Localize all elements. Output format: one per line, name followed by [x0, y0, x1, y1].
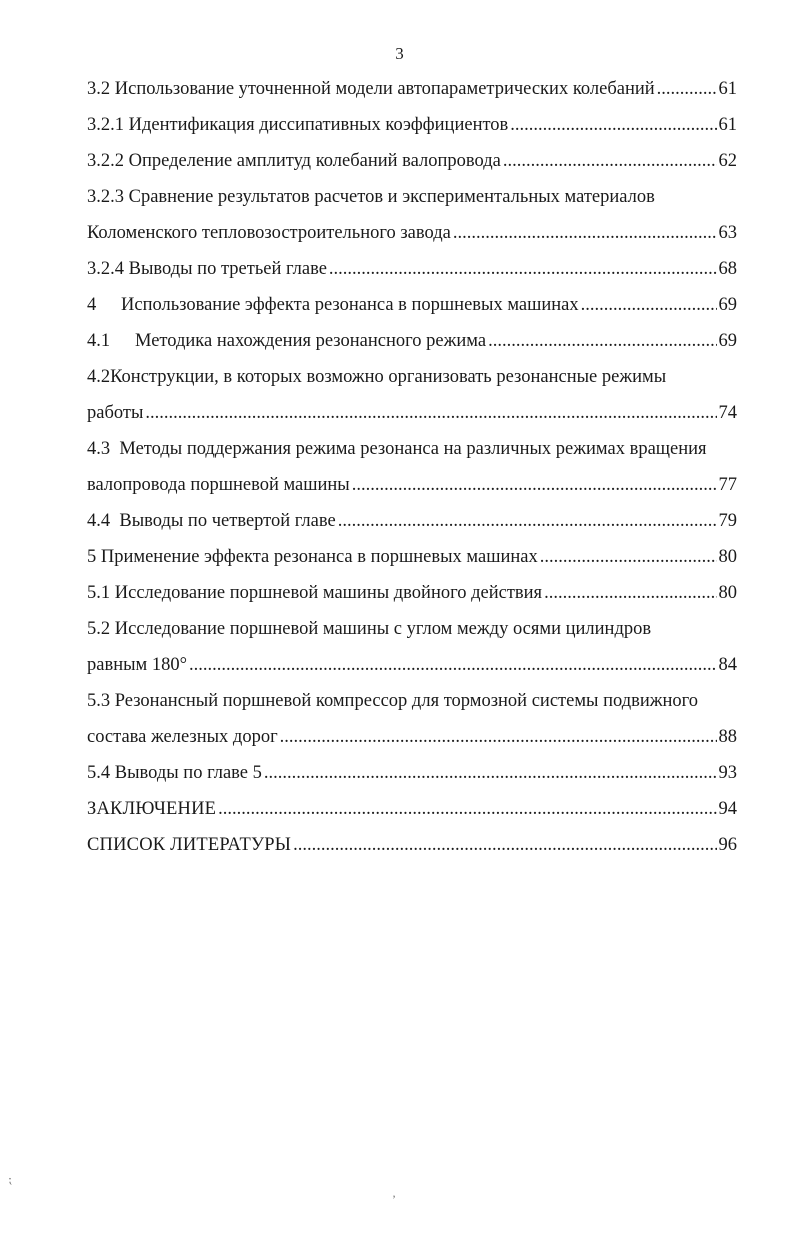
toc-entry [87, 684, 737, 754]
toc-entry-title: Выводы по третьей главе [128, 259, 327, 279]
toc-entry-number: 5.3 [87, 691, 111, 711]
toc-entry-number: 3.2.4 [87, 259, 124, 279]
toc-entry [87, 612, 737, 682]
toc-entry [87, 576, 737, 610]
toc-entry-number: 3.2.3 [87, 187, 124, 207]
toc-entry-page: 93 [718, 763, 737, 783]
toc-entry-title: Использование эффекта резонанса в поршневых машинах [121, 295, 579, 315]
toc-entry [87, 288, 737, 322]
leader-dots [293, 828, 716, 862]
leader-dots [503, 144, 717, 178]
toc-entry-number: 5 [87, 547, 97, 567]
toc-entry-page: 88 [718, 727, 737, 747]
leader-dots [338, 504, 717, 538]
toc-entry-page: 74 [718, 403, 737, 423]
toc-entry [87, 108, 737, 142]
toc-entry-page: 80 [718, 547, 737, 567]
toc-entry [87, 324, 737, 358]
leader-dots [352, 468, 717, 502]
leader-dots [488, 324, 716, 358]
leader-dots [218, 792, 716, 826]
toc-entry-page: 96 [718, 835, 737, 855]
leader-dots [510, 108, 716, 142]
toc-entry [87, 252, 737, 286]
toc-entry-page: 79 [718, 511, 737, 531]
toc-entry-title-continued: работы [87, 403, 144, 423]
toc-entry-number: 4.3 [87, 439, 111, 459]
toc-entry-page: 62 [718, 151, 737, 171]
toc-entry-page: 69 [718, 295, 737, 315]
scan-speck: ’ [392, 1192, 396, 1206]
leader-dots [189, 648, 716, 682]
toc-entry-number: 3.2.2 [87, 151, 124, 171]
toc-entry-number: 5.2 [87, 619, 111, 639]
toc-entry-number: 5.4 [87, 763, 111, 783]
toc-entry-title-continued: Коломенского тепловозостроительного завода [87, 223, 451, 243]
toc-entry-title-continued: состава железных дорог [87, 727, 278, 747]
toc-entry [87, 792, 737, 826]
toc-entry-title: Исследование поршневой машины с углом между осями цилиндров [114, 619, 652, 639]
leader-dots [657, 72, 717, 106]
toc-entry-number: 4.1 [87, 331, 111, 351]
page-number: 3 [395, 44, 404, 63]
toc-entry-title: Определение амплитуд колебаний валопровода [128, 151, 501, 171]
table-of-contents [87, 72, 737, 862]
toc-entry-title: Выводы по четвертой главе [119, 511, 336, 531]
toc-entry-title: ЗАКЛЮЧЕНИЕ [87, 799, 217, 819]
toc-entry-number: 5.1 [87, 583, 111, 603]
toc-entry [87, 144, 737, 178]
toc-entry-title: Конструкции, в которых возможно организовать резонансные режимы [110, 367, 667, 387]
toc-entry-page: 68 [718, 259, 737, 279]
toc-entry-page: 61 [718, 79, 737, 99]
toc-entry-title: СПИСОК ЛИТЕРАТУРЫ [87, 835, 292, 855]
toc-entry [87, 756, 737, 790]
toc-entry-title: Методы поддержания режима резонанса на различных режимах вращения [119, 439, 707, 459]
toc-entry-number: 4.4 [87, 511, 111, 531]
leader-dots [540, 540, 717, 574]
toc-entry [87, 432, 737, 502]
toc-entry-number: 3.2 [87, 79, 111, 99]
scan-speck: ⁏ [8, 1172, 13, 1186]
toc-entry-title: Выводы по главе 5 [114, 763, 262, 783]
toc-entry [87, 828, 737, 862]
toc-entry-page: 69 [718, 331, 737, 351]
toc-entry-title: Идентификация диссипативных коэффициентов [128, 115, 509, 135]
toc-entry-title: Резонансный поршневой компрессор для тормозной системы подвижного [114, 691, 699, 711]
toc-entry-number: 4 [87, 295, 97, 315]
toc-entry-title: Сравнение результатов расчетов и экспериментальных материалов [128, 187, 655, 207]
leader-dots [280, 720, 717, 754]
toc-entry [87, 180, 737, 250]
toc-entry-title: Использование уточненной модели автопараметрических колебаний [114, 79, 655, 99]
toc-entry-page: 63 [718, 223, 737, 243]
toc-entry-title-continued: валопровода поршневой машины [87, 475, 350, 495]
leader-dots [264, 756, 717, 790]
toc-entry-title: Исследование поршневой машины двойного действия [114, 583, 543, 603]
toc-entry-title: Применение эффекта резонанса в поршневых машинах [100, 547, 538, 567]
toc-entry-number: 4.2 [87, 367, 111, 387]
toc-entry [87, 540, 737, 574]
toc-entry-page: 80 [718, 583, 737, 603]
toc-entry-page: 61 [718, 115, 737, 135]
toc-entry-page: 94 [718, 799, 737, 819]
toc-entry-page: 84 [718, 655, 737, 675]
toc-entry-title: Методика нахождения резонансного режима [135, 331, 487, 351]
leader-dots [329, 252, 717, 286]
toc-entry-title-continued: равным 180° [87, 655, 188, 675]
leader-dots [453, 216, 717, 250]
toc-entry [87, 72, 737, 106]
leader-dots [581, 288, 717, 322]
toc-entry [87, 360, 737, 430]
leader-dots [544, 576, 716, 610]
toc-entry [87, 504, 737, 538]
leader-dots [145, 396, 716, 430]
toc-entry-number: 3.2.1 [87, 115, 124, 135]
toc-entry-page: 77 [718, 475, 737, 495]
